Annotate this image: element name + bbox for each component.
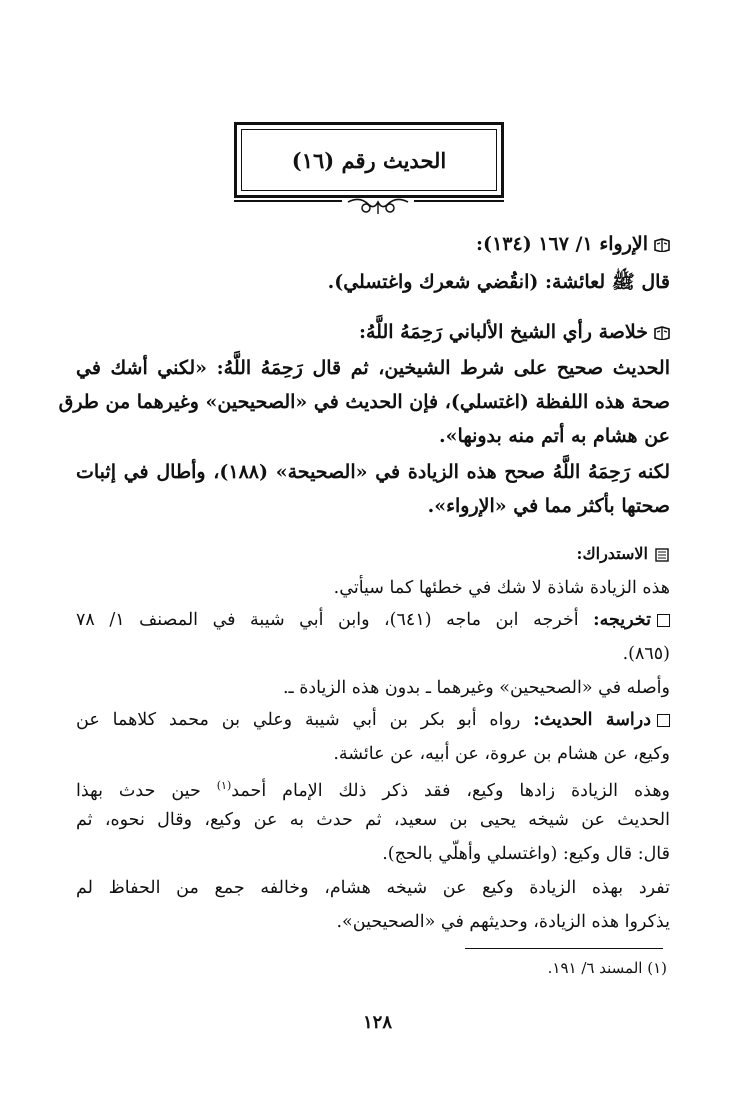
albani-line: عن هشام به أتم منه بدونها».	[439, 425, 670, 447]
footnote-divider	[465, 948, 663, 949]
albani-line: الحديث صحيح على شرط الشيخين، ثم قال رَحِمَهُ اللَّهُ: «لكني أشك في	[76, 357, 670, 379]
page-title: الحديث رقم (١٦)	[241, 129, 497, 191]
para-line	[76, 774, 670, 803]
para-line: قال: قال وكيع: (واغتسلي وأهلّي بالحج).	[382, 844, 670, 864]
dirasa-text: رواه أبو بكر بن أبي شيبة وعلي بن محمد كلاهما عن	[76, 710, 521, 730]
albani-heading-row	[359, 320, 670, 344]
dirasa-line-2: وكيع، عن هشام بن عروة، عن أبيه، عن عائشة.	[333, 744, 670, 764]
takhrij-label: تخريجه:	[593, 610, 651, 630]
istidrak-intro: هذه الزيادة شاذة لا شك في خطئها كما سيأتي.	[333, 578, 670, 598]
takhrij-line	[76, 608, 670, 632]
scroll-icon	[654, 548, 670, 562]
para-line: الحديث عن شيخه يحيى بن سعيد، ثم حدث به عن وكيع، وقال نحوه، ثم	[76, 810, 670, 830]
title-frame	[234, 122, 504, 198]
ornament-line-right	[414, 200, 504, 202]
ornament-line-left	[234, 200, 342, 202]
albani-heading: خلاصة رأي الشيخ الألباني رَحِمَهُ اللَّهُ:	[358, 321, 648, 343]
dirasa-label: دراسة الحديث:	[533, 710, 651, 730]
dirasa-line	[76, 708, 670, 732]
page-number: ١٢٨	[362, 1012, 392, 1033]
irwa-text: قال ﷺ لعائشة: (انقُضي شعرك واغتسلي).	[327, 271, 670, 293]
istidrak-heading: الاستدراك:	[576, 544, 648, 563]
footnote-marker[interactable]: (١)	[216, 779, 232, 792]
albani-line: لكنه رَحِمَهُ اللَّهُ صحح هذه الزيادة في «الصحيحة» (١٨٨)، وأطال في إثبات	[76, 461, 671, 483]
book-icon	[654, 238, 670, 252]
irwa-heading-row	[476, 232, 670, 256]
square-bullet-icon	[657, 714, 670, 727]
irwa-heading: الإرواء ١/ ١٦٧ (١٣٤):	[476, 233, 648, 255]
ornament-icon	[338, 196, 418, 216]
takhrij-line-2: (٨٦٥).	[622, 644, 670, 664]
istidrak-heading-row	[577, 542, 670, 566]
para-text-b: حين حدث بهذا	[76, 780, 217, 801]
para-line: تفرد بهذه الزيادة وكيع عن شيخه هشام، وخالفه جمع من الحفاظ لم	[76, 878, 670, 898]
square-bullet-icon	[657, 614, 670, 627]
albani-line: صحتها بأكثر مما في «الإرواء».	[427, 495, 670, 517]
para-text-a: وهذه الزيادة زادها وكيع، فقد ذكر ذلك الإمام أحمد	[231, 780, 670, 801]
takhrij-text: أخرجه ابن ماجه (٦٤١)، وابن أبي شيبة في المصنف ١/ ٧٨	[76, 610, 579, 630]
albani-line: صحة هذه اللفظة (اغتسلي)، فإن الحديث في «الصحيحين» وغيرهما من طرق	[58, 391, 670, 413]
asl-line: وأصله في «الصحيحين» وغيرهما ـ بدون هذه الزيادة ـ.	[282, 678, 670, 698]
footnote: (١) المسند ٦/ ١٩١.	[547, 959, 667, 977]
para-line: يذكروا هذه الزيادة، وحديثهم في «الصحيحين».	[336, 912, 670, 932]
book-icon	[654, 326, 670, 340]
